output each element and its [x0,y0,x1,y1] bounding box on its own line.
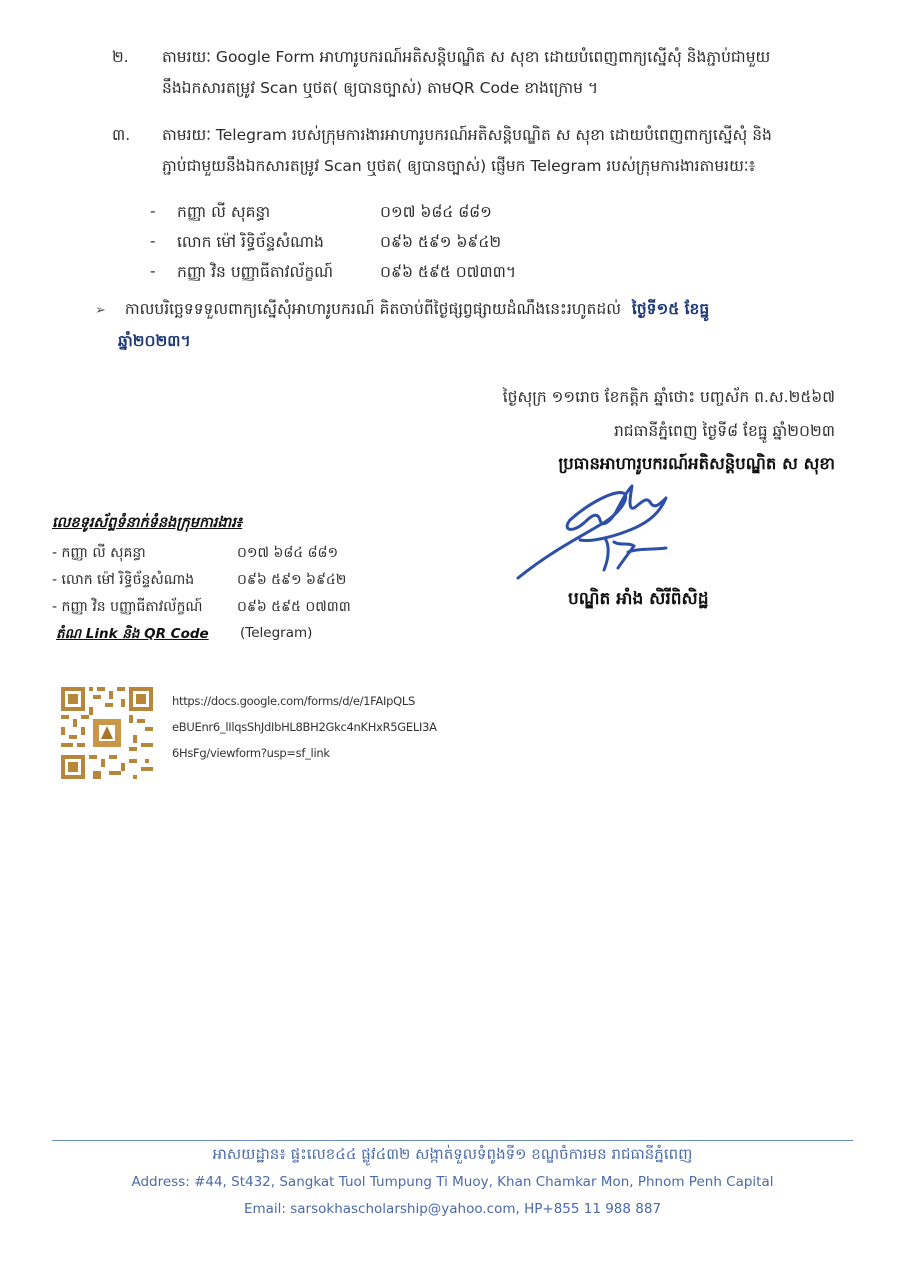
arrow-icon: ➢ [95,303,106,318]
deadline-year: ឆ្នាំ២០២៣។ [118,332,191,350]
contact-name: កញ្ញា វិន បញ្ញាធីតាវល័ក្ខណ៍ [177,263,334,281]
item-number: ២. [112,48,129,66]
form-link-line[interactable]: 6HsFg/viewform?usp=sf_link [172,746,330,760]
footer-email[interactable]: Email: sarsokhascholarship@yahoo.com, HP+855 11 988 887 [243,1201,662,1217]
footer-rule [52,1140,853,1141]
sidebar-contact-phone: ០៩៦ ៥៩៥ ០៧៣៣ [237,599,351,615]
deadline-date: ថ្ងៃទី១៥ ខែធ្នូ [631,300,710,318]
form-link-line[interactable]: eBUEnr6_lIlqsShJdIbHL8BH2Gkc4nKHxR5GELI3A [172,720,437,734]
footer-address-en: Address: #44, St432, Sangkat Tuol Tumpung Ti Muoy, Khan Chamkar Mon, Phnom Penh Capital [131,1174,774,1190]
item-2 [112,42,770,104]
item-3 [112,120,772,182]
deadline-note [95,294,709,326]
contact-phone: ០១៧ ៦៨៤ ៨៨១ [380,203,492,221]
position-title: ប្រធានអាហារូបករណ៍អតិសន្តិបណ្ឌិត ស សុខា [558,454,835,473]
item-number: ៣. [112,126,131,144]
qr-code[interactable] [57,683,157,783]
contact-dash: - [150,262,156,280]
item-line: នឹងឯកសារតម្រូវ Scan ឬថត( ឲ្យបានច្បាស់) តាមQR Code ខាងក្រោម ។ [162,79,599,97]
item-line: តាមរយៈ Google Form អាហារូបករណ៍អតិសន្តិបណ្ឌិត ស សុខា ដោយបំពេញពាក្យស្នើសុំ និងភ្ជាប់ជាមួយ [162,48,771,66]
signature-mark [510,482,690,587]
contact-name: កញ្ញា លី សុគន្ធា [177,203,271,221]
deadline-text: កាលបរិច្ឆេទទទួលពាក្យស្នើសុំអាហារូបករណ៍ គិតចាប់ពីថ្ងៃផ្សព្វផ្សាយដំណឹងនេះរហូតដល់ [124,300,621,318]
sidebar-contact-name: - លោក ម៉ៅ រិទ្ធិច័ន្ទសំណាង [52,572,195,588]
sidebar-contact-phone: ០១៧ ៦៨៤ ៨៨១ [237,545,339,561]
item-line: ភ្ជាប់ជាមួយនឹងឯកសារតម្រូវ Scan ឬថត( ឲ្យបានច្បាស់) ផ្ញើមក Telegram របស់ក្រុមការងារតាមរយៈ៖ [162,157,756,175]
lunar-date: ថ្ងៃសុក្រ ១១រោច ខែកត្តិក ឆ្នាំថោះ បញ្ចស័ក ព.ស.២៥៦៧ [502,388,835,406]
contact-name: លោក ម៉ៅ រិទ្ធិច័ន្ទសំណាង [177,233,324,251]
footer-address-km: អាសយដ្ឋាន៖ ផ្ទះលេខ៤៤ ផ្លូវ៤៣២ សង្កាត់ទួលទំពូងទី១ ខណ្ឌចំការមន រាជធានីភ្នំពេញ [212,1145,693,1163]
form-link[interactable] [172,688,437,766]
contacts-heading: លេខទូរស័ព្ទទំនាក់ទំនងក្រុមការងារ៖ [52,515,243,531]
sidebar-contact-phone: ០៩៦ ៥៩១ ៦៩៤២ [237,572,347,588]
signer-name: បណ្ឌិត អាំង សិរីពិសិដ្ឋ [568,589,709,609]
telegram-label: (Telegram) [240,625,313,641]
contact-phone: ០៩៦ ៥៩១ ៦៩៤២ [380,233,502,251]
item-line: តាមរយៈ Telegram របស់ក្រុមការងារអាហារូបករណ៍អតិសន្តិបណ្ឌិត ស សុខា ដោយបំពេញពាក្យស្នើសុំ និង [162,126,772,144]
contact-phone: ០៩៦ ៥៩៥ ០៧៣៣។ [380,263,517,281]
form-link-line[interactable]: https://docs.google.com/forms/d/e/1FAIpQLS [172,694,415,708]
sidebar-contact-name: - កញ្ញា វិន បញ្ញាធីតាវល័ក្ខណ៍ [52,599,203,615]
sidebar-contact-name: - កញ្ញា លី សុគន្ធា [52,545,146,561]
contact-dash: - [150,232,156,250]
contact-dash: - [150,202,156,220]
link-label: តំណ Link និង QR Code [56,626,209,642]
solar-date: រាជធានីភ្នំពេញ ថ្ងៃទី៨ ខែធ្នូ ឆ្នាំ២០២៣ [613,422,835,440]
